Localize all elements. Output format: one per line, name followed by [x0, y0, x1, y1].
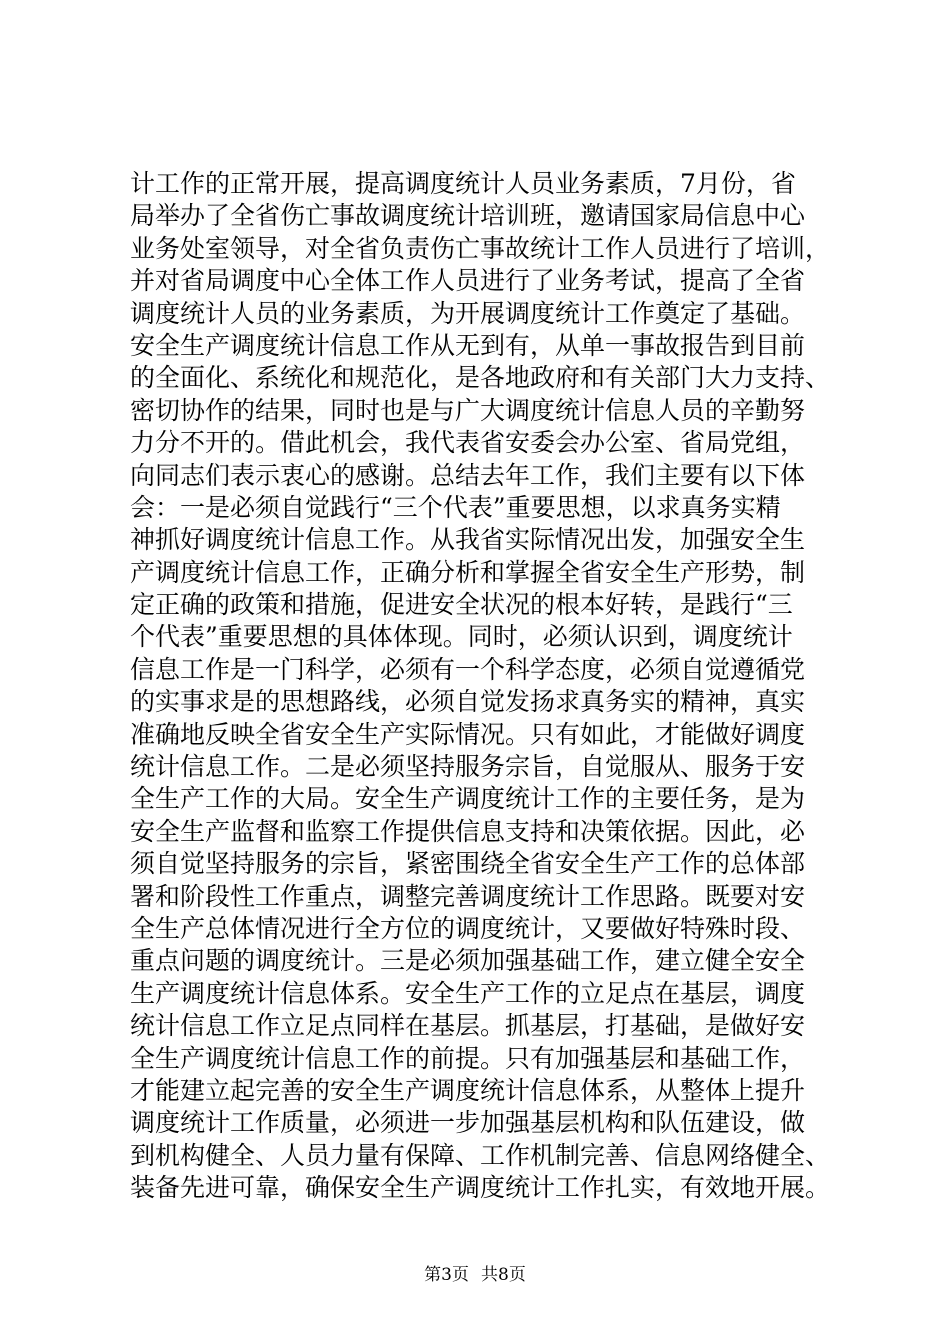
text-line: 生产调度统计信息体系。安全生产工作的立足点在基层，调度	[130, 978, 806, 1008]
text-line: 个代表”重要思想的具体体现。同时，必须认识到，调度统计	[130, 622, 793, 652]
text-line: 的实事求是的思想路线，必须自觉发扬求真务实的精神，真实	[130, 687, 806, 717]
text-line: 调度统计人员的业务素质，为开展调度统计工作奠定了基础。	[130, 298, 806, 328]
text-line: 全生产工作的大局。安全生产调度统计工作的主要任务，是为	[130, 784, 806, 814]
text-line: 统计信息工作立足点同样在基层。抓基层，打基础，是做好安	[130, 1011, 806, 1041]
total-pages: 共8页	[481, 1265, 526, 1285]
text-line: 安全生产调度统计信息工作从无到有，从单一事故报告到目前	[130, 330, 806, 360]
text-line: 署和阶段性工作重点，调整完善调度统计工作思路。既要对安	[130, 881, 806, 911]
text-line: 局举办了全省伤亡事故调度统计培训班，邀请国家局信息中心	[130, 201, 806, 231]
text-line: 神抓好调度统计信息工作。从我省实际情况出发，加强安全生	[130, 525, 806, 555]
text-line: 的全面化、系统化和规范化，是各地政府和有关部门大力支持、	[130, 363, 831, 393]
page-footer	[0, 1264, 950, 1286]
text-line: 计工作的正常开展，提高调度统计人员业务素质，7月份，省	[130, 169, 796, 198]
text-line: 装备先进可靠，确保安全生产调度统计工作扎实，有效地开展。	[130, 1173, 831, 1203]
text-line: 会：一是必须自觉践行“三个代表”重要思想，以求真务实精	[130, 492, 781, 522]
text-line: 向同志们表示衷心的感谢。总结去年工作，我们主要有以下体	[130, 460, 806, 490]
body-text	[130, 168, 830, 1205]
text-line: 全生产总体情况进行全方位的调度统计，又要做好特殊时段、	[130, 913, 806, 943]
text-line: 统计信息工作。二是必须坚持服务宗旨，自觉服从、服务于安	[130, 752, 806, 782]
text-line: 到机构健全、人员力量有保障、工作机制完善、信息网络健全、	[130, 1140, 831, 1170]
text-line: 全生产调度统计信息工作的前提。只有加强基层和基础工作，	[130, 1043, 806, 1073]
text-line: 定正确的政策和措施，促进安全状况的根本好转，是践行“三	[130, 590, 793, 620]
page-number: 第3页	[424, 1265, 469, 1285]
text-line: 才能建立起完善的安全生产调度统计信息体系，从整体上提升	[130, 1075, 806, 1105]
text-line: 业务处室领导，对全省负责伤亡事故统计工作人员进行了培训，	[130, 233, 831, 263]
text-line: 密切协作的结果，同时也是与广大调度统计信息人员的辛勤努	[130, 395, 806, 425]
text-line: 信息工作是一门科学，必须有一个科学态度，必须自觉遵循党	[130, 654, 806, 684]
text-line: 准确地反映全省安全生产实际情况。只有如此，才能做好调度	[130, 719, 806, 749]
text-line: 并对省局调度中心全体工作人员进行了业务考试，提高了全省	[130, 266, 806, 296]
text-line: 产调度统计信息工作，正确分析和掌握全省安全生产形势，制	[130, 557, 806, 587]
text-line: 力分不开的。借此机会，我代表省安委会办公室、省局党组，	[130, 428, 806, 458]
text-line: 须自觉坚持服务的宗旨，紧密围绕全省安全生产工作的总体部	[130, 849, 806, 879]
text-line: 调度统计工作质量，必须进一步加强基层机构和队伍建设，做	[130, 1108, 806, 1138]
text-line: 安全生产监督和监察工作提供信息支持和决策依据。因此，必	[130, 816, 806, 846]
text-line: 重点问题的调度统计。三是必须加强基础工作，建立健全安全	[130, 946, 806, 976]
